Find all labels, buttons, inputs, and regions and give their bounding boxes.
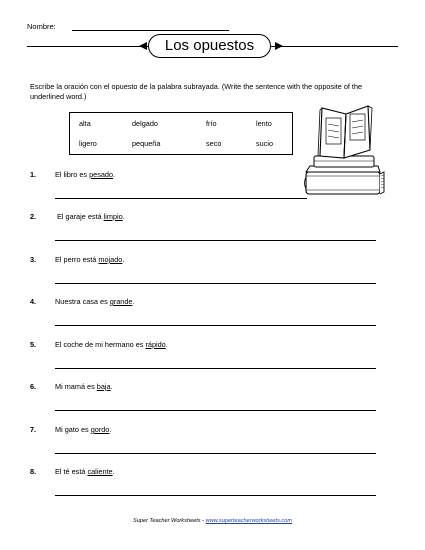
- question-text: El té está caliente.: [55, 467, 115, 476]
- answer-line-4[interactable]: [55, 325, 376, 326]
- word-bank-item: delgado: [132, 119, 158, 128]
- underlined-word: pesado: [89, 170, 114, 179]
- underlined-word: limpio: [103, 212, 123, 221]
- question-number: 6.: [30, 382, 37, 391]
- underlined-word: rápido: [145, 340, 166, 349]
- answer-line-2[interactable]: [55, 240, 376, 241]
- question-number: 7.: [30, 425, 37, 434]
- word-bank-item: pequeña: [132, 139, 161, 148]
- word-bank-item: sucio: [256, 139, 274, 148]
- question-text: El coche de mi hermano es rápido.: [55, 340, 168, 349]
- page-title: Los opuestos: [148, 34, 271, 58]
- title-arrow-right: [275, 42, 283, 50]
- footer-separator: -: [200, 518, 206, 524]
- answer-line-7[interactable]: [55, 453, 376, 454]
- answer-line-8[interactable]: [55, 495, 376, 496]
- answer-line-5[interactable]: [55, 368, 376, 369]
- question-number: 2.: [30, 212, 37, 221]
- word-bank-item: frío: [206, 119, 217, 128]
- footer: [0, 518, 425, 524]
- underlined-word: grande: [109, 297, 133, 306]
- answer-line-1[interactable]: [55, 198, 307, 199]
- question-text: Mi gato es gordo.: [55, 425, 112, 434]
- question-number: 8.: [30, 467, 37, 476]
- footer-brand: Super Teacher Worksheets: [133, 518, 201, 524]
- answer-line-3[interactable]: [55, 283, 376, 284]
- word-bank-item: alta: [79, 119, 91, 128]
- question-text: Nuestra casa es grande.: [55, 297, 135, 306]
- underlined-word: mojado: [98, 255, 123, 264]
- name-line: [72, 30, 229, 31]
- instructions: Escribe la oración con el opuesto de la palabra subrayada. (Write the sentence with the opposite of the underlined word.): [30, 82, 363, 101]
- name-label: Nombre:: [27, 22, 56, 31]
- footer-url-link[interactable]: www.superteacherworksheets.com: [205, 518, 292, 524]
- answer-line-6[interactable]: [55, 410, 376, 411]
- question-number: 5.: [30, 340, 37, 349]
- word-bank: [69, 112, 293, 155]
- word-bank-item: ligero: [79, 139, 97, 148]
- underlined-word: gordo: [90, 425, 110, 434]
- word-bank-item: seco: [206, 139, 222, 148]
- question-text: El libro es pesado.: [55, 170, 116, 179]
- underlined-word: caliente: [87, 467, 113, 476]
- word-bank-item: lento: [256, 119, 272, 128]
- question-number: 4.: [30, 297, 37, 306]
- underlined-word: baja: [96, 382, 111, 391]
- question-text: Mi mamá es baja.: [55, 382, 113, 391]
- stack-of-books-icon: [300, 100, 386, 200]
- question-text: El perro está mojado.: [55, 255, 125, 264]
- question-number: 1.: [30, 170, 37, 179]
- question-number: 3.: [30, 255, 37, 264]
- title-arrow-left: [139, 42, 147, 50]
- question-text: El garaje está limpio.: [57, 212, 125, 221]
